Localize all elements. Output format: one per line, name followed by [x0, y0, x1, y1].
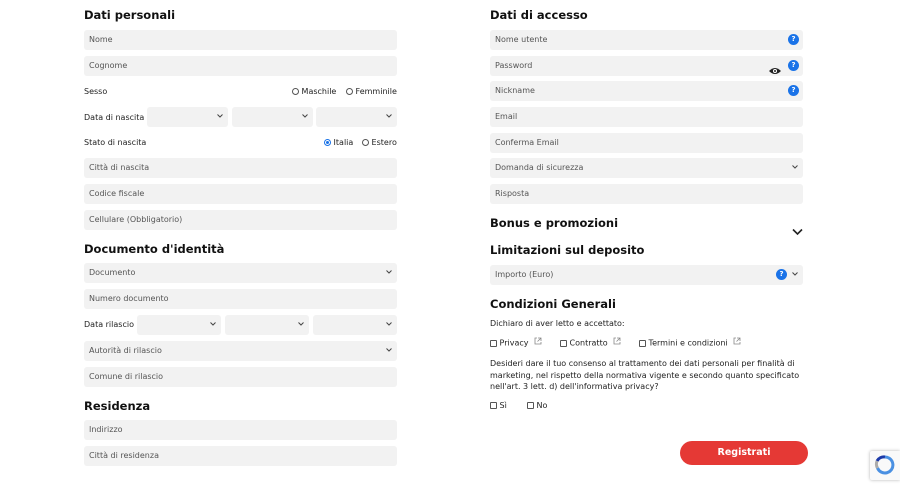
- security-question-select[interactable]: [490, 158, 803, 178]
- personal-data-title: Dati personali: [84, 8, 176, 22]
- contract-checkbox[interactable]: [560, 340, 567, 347]
- help-icon[interactable]: ?: [788, 34, 799, 45]
- marketing-yes-label: Sì: [499, 401, 507, 410]
- dob-month-select[interactable]: [232, 107, 313, 127]
- terms-checkbox[interactable]: [639, 340, 646, 347]
- birth-city-input[interactable]: Città di nascita: [84, 158, 397, 178]
- birth-country-abroad-radio[interactable]: [362, 139, 369, 146]
- help-icon[interactable]: ?: [776, 269, 787, 280]
- address-input[interactable]: Indirizzo: [84, 420, 397, 440]
- external-link-icon: [613, 337, 621, 349]
- recaptcha-icon: [870, 451, 900, 480]
- birth-country-abroad-label: Estero: [371, 138, 397, 147]
- residence-city-input[interactable]: Città di residenza: [84, 446, 397, 466]
- birth-country-abroad-option[interactable]: [362, 137, 397, 149]
- chevron-down-icon: [210, 321, 216, 327]
- eye-icon[interactable]: [768, 61, 782, 80]
- marketing-yes-option[interactable]: [490, 400, 507, 412]
- deposit-limits-title: Limitazioni sul deposito: [490, 243, 645, 257]
- username-input[interactable]: [490, 30, 803, 50]
- chevron-down-icon[interactable]: [792, 221, 803, 240]
- issue-day-select[interactable]: [137, 315, 221, 335]
- external-link-icon: [534, 337, 542, 349]
- chevron-down-icon: [792, 164, 798, 170]
- birth-country-label: Stato di nascita: [84, 138, 147, 147]
- conditions-intro: Dichiaro di aver letto e accettato:: [490, 319, 625, 328]
- surname-input[interactable]: Cognome: [84, 56, 397, 76]
- mobile-input[interactable]: Cellulare (Obbligatorio): [84, 210, 397, 230]
- confirm-email-input[interactable]: Conferma Email: [490, 133, 803, 153]
- bonus-title[interactable]: Bonus e promozioni: [490, 216, 619, 230]
- chevron-down-icon: [386, 269, 392, 275]
- dob-day-select[interactable]: [147, 107, 228, 127]
- residence-title: Residenza: [84, 399, 151, 413]
- issue-year-select[interactable]: [313, 315, 397, 335]
- email-input[interactable]: Email: [490, 107, 803, 127]
- username-placeholder: Nome utente: [495, 35, 548, 44]
- issuing-authority-select[interactable]: [84, 341, 397, 361]
- marketing-consent-text: Desideri dare il tuo consenso al trattamento dei dati personali per finalità di marketing, nel rispetto della normativa vigente e secondo quanto specificato nell'art. 3 lett. d) dell'informativa privacy?: [490, 359, 800, 391]
- gender-male-radio[interactable]: [292, 88, 299, 95]
- register-button[interactable]: Registrati: [680, 441, 808, 465]
- password-input[interactable]: [490, 56, 803, 76]
- document-type-select[interactable]: [84, 263, 397, 283]
- marketing-no-option[interactable]: [527, 400, 547, 412]
- chevron-down-icon: [792, 271, 798, 277]
- gender-male-label: Maschile: [301, 87, 337, 96]
- issue-date-label: Data rilascio: [84, 320, 134, 329]
- gender-female-radio[interactable]: [346, 88, 353, 95]
- deposit-amount-value: Importo (Euro): [495, 270, 554, 279]
- tax-code-input[interactable]: Codice fiscale: [84, 184, 397, 204]
- document-type-value: Documento: [89, 268, 136, 277]
- chevron-down-icon: [298, 321, 304, 327]
- dob-label: Data di nascita: [84, 113, 145, 122]
- nickname-placeholder: Nickname: [495, 86, 535, 95]
- privacy-checkbox[interactable]: [490, 340, 497, 347]
- dob-year-select[interactable]: [316, 107, 397, 127]
- marketing-no-label: No: [536, 401, 548, 410]
- terms-consent[interactable]: [639, 337, 741, 350]
- external-link-icon: [733, 337, 741, 349]
- gender-female-label: Femminile: [355, 87, 397, 96]
- gender-label: Sesso: [84, 87, 108, 96]
- chevron-down-icon: [386, 321, 392, 327]
- chevron-down-icon: [386, 113, 392, 119]
- gender-male-option[interactable]: [292, 86, 336, 98]
- security-question-value: Domanda di sicurezza: [495, 163, 584, 172]
- marketing-no-checkbox[interactable]: [527, 402, 534, 409]
- issue-municipality-input[interactable]: Comune di rilascio: [84, 367, 397, 387]
- recaptcha-badge[interactable]: [870, 451, 900, 480]
- birth-country-italy-radio[interactable]: [324, 139, 331, 146]
- chevron-down-icon: [217, 113, 223, 119]
- contract-link[interactable]: Contratto: [569, 338, 608, 348]
- birth-country-italy-option[interactable]: [324, 137, 353, 149]
- birth-country-italy-label: Italia: [333, 138, 354, 147]
- contract-consent[interactable]: [560, 337, 621, 350]
- password-placeholder: Password: [495, 61, 533, 70]
- access-data-title: Dati di accesso: [490, 8, 588, 22]
- security-answer-input[interactable]: Risposta: [490, 184, 803, 204]
- deposit-amount-select[interactable]: [490, 265, 803, 285]
- document-number-input[interactable]: Numero documento: [84, 289, 397, 309]
- issuing-authority-value: Autorità di rilascio: [89, 346, 162, 355]
- terms-link[interactable]: Termini e condizioni: [648, 338, 728, 348]
- name-input[interactable]: Nome: [84, 30, 397, 50]
- general-conditions-title: Condizioni Generali: [490, 297, 616, 311]
- chevron-down-icon: [302, 113, 308, 119]
- help-icon[interactable]: ?: [788, 85, 799, 96]
- gender-female-option[interactable]: [346, 86, 397, 98]
- chevron-down-icon: [386, 347, 392, 353]
- privacy-link[interactable]: Privacy: [499, 338, 529, 348]
- nickname-input[interactable]: [490, 81, 803, 101]
- help-icon[interactable]: ?: [788, 60, 799, 71]
- privacy-consent[interactable]: [490, 337, 542, 350]
- marketing-yes-checkbox[interactable]: [490, 402, 497, 409]
- issue-month-select[interactable]: [225, 315, 309, 335]
- identity-document-title: Documento d'identità: [84, 242, 225, 256]
